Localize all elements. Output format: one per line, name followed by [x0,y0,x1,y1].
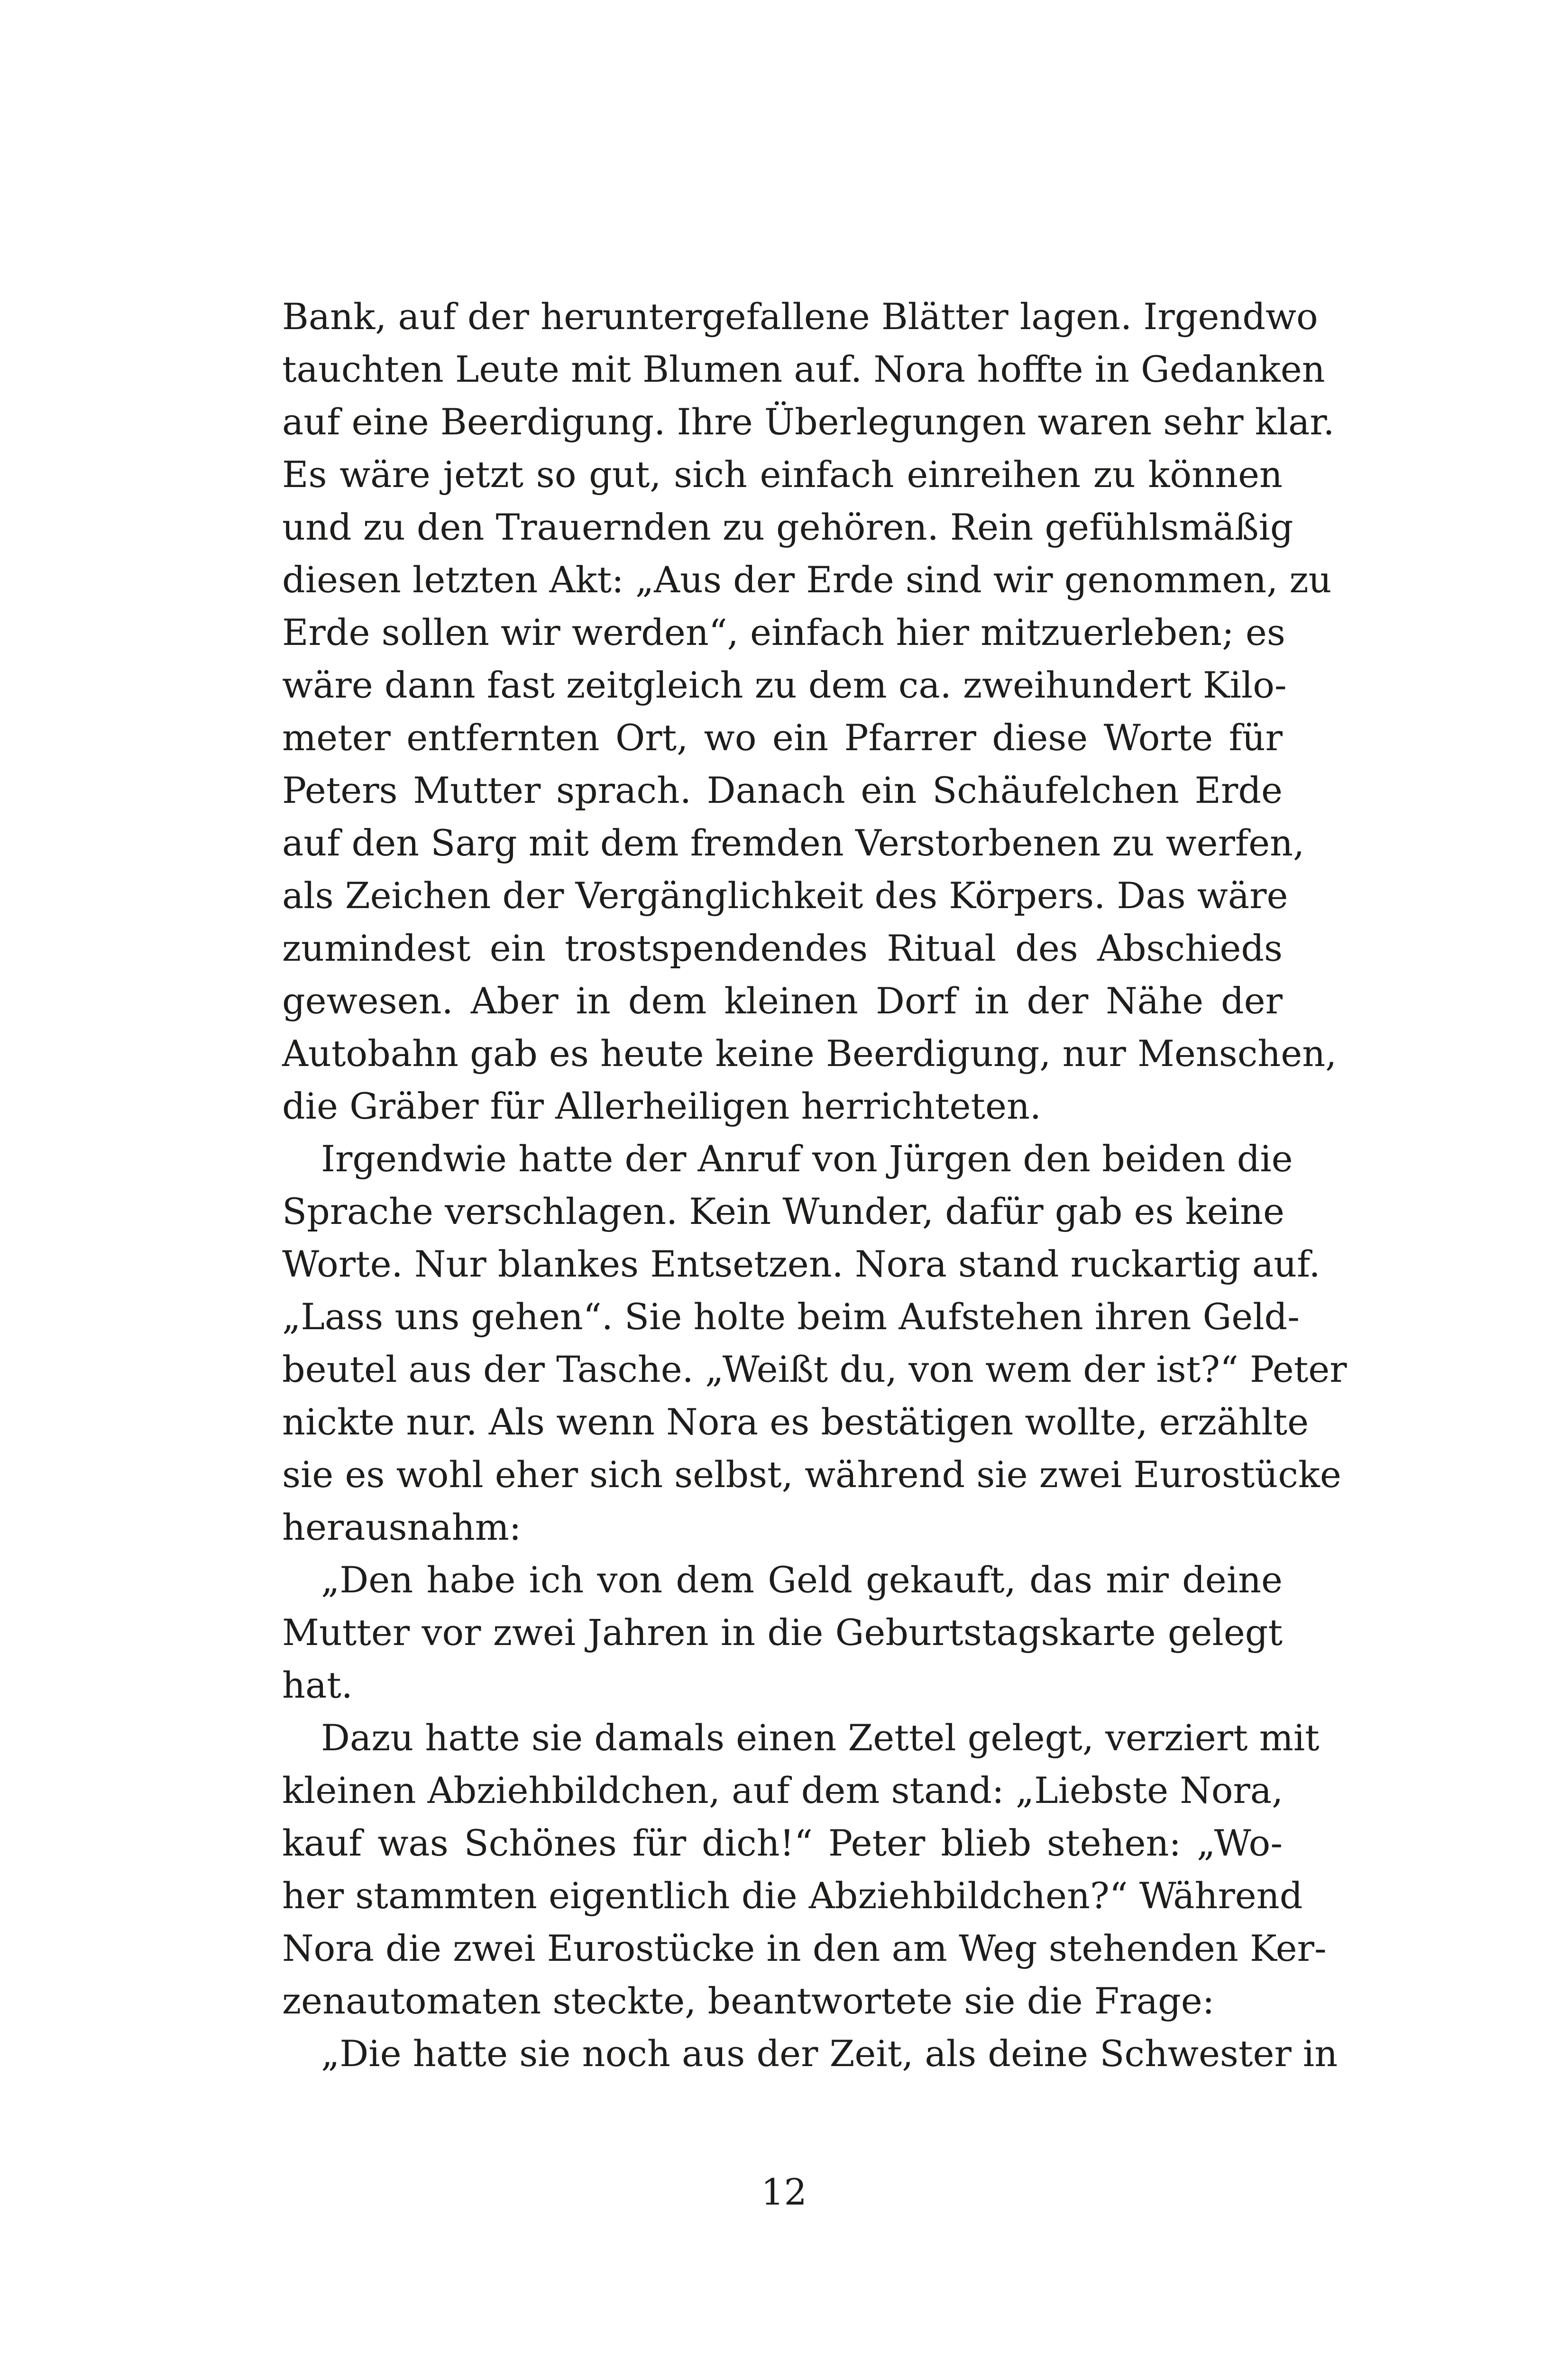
text-line: herausnahm: [282,1506,522,1548]
text-line: Peters Mutter sprach. Danach ein Schäufelchen Erde [282,769,1283,811]
text-line: Worte. Nur blankes Entsetzen. Nora stand ruckartig auf. [282,1243,1320,1285]
text-line: Sprache verschlagen. Kein Wunder, dafür gab es keine [282,1190,1284,1232]
text-line: auf eine Beerdigung. Ihre Überlegungen waren sehr klar. [282,401,1335,443]
text-line: kauf was Schönes für dich!“ Peter blieb stehen: „Wo- [282,1822,1283,1864]
text-line: nickte nur. Als wenn Nora es bestätigen wollte, erzählte [282,1401,1309,1443]
text-line: Bank, auf der heruntergefallene Blätter lagen. Irgendwo [282,295,1318,338]
text-line: her stammten eigentlich die Abziehbildchen?“ Während [282,1875,1303,1917]
text-line: Irgendwie hatte der Anruf von Jürgen den beiden die [321,1138,1293,1180]
text-line: hat. [282,1664,353,1706]
text-line: sie es wohl eher sich selbst, während sie zwei Eurostücke [282,1453,1341,1496]
text-line: Dazu hatte sie damals einen Zettel gelegt, verziert mit [321,1717,1320,1759]
text-line: kleinen Abziehbildchen, auf dem stand: „Liebste Nora, [282,1769,1284,1811]
text-line: Autobahn gab es heute keine Beerdigung, nur Menschen, [282,1032,1337,1075]
body-text [282,290,1347,2080]
text-line: Erde sollen wir werden“, einfach hier mitzuerleben; es [282,611,1285,653]
text-line: Nora die zwei Eurostücke in den am Weg stehenden Ker- [282,1927,1327,1969]
text-line: tauchten Leute mit Blumen auf. Nora hoffte in Gedanken [282,348,1325,390]
text-line: Es wäre jetzt so gut, sich einfach einreihen zu können [282,453,1283,496]
text-line: zenautomaten steckte, beantwortete sie die Frage: [282,1980,1215,2022]
text-line: gewesen. Aber in dem kleinen Dorf in der Nähe der [282,980,1283,1022]
text-line: zumindest ein trostspendendes Ritual des Abschieds [282,927,1283,969]
text-line: Mutter vor zwei Jahren in die Geburtstagskarte gelegt [282,1611,1283,1654]
text-line: die Gräber für Allerheiligen herrichteten. [282,1085,1042,1127]
text-line: „Den habe ich von dem Geld gekauft, das mir deine [321,1559,1283,1601]
text-line: wäre dann fast zeitgleich zu dem ca. zweihundert Kilo- [282,664,1287,706]
text-line: meter entfernten Ort, wo ein Pfarrer diese Worte für [282,717,1283,759]
text-line: „Lass uns gehen“. Sie holte beim Aufstehen ihren Geld- [282,1296,1300,1338]
text-line: auf den Sarg mit dem fremden Verstorbenen zu werfen, [282,822,1305,864]
text-line: als Zeichen der Vergänglichkeit des Körpers. Das wäre [282,874,1288,917]
text-line: beutel aus der Tasche. „Weißt du, von wem der ist?“ Peter [282,1348,1347,1390]
text-line: „Die hatte sie noch aus der Zeit, als deine Schwester in [321,2032,1338,2075]
page-number: 12 [761,2171,807,2213]
text-line: diesen letzten Akt: „Aus der Erde sind wir genommen, zu [282,559,1332,601]
text-line: und zu den Trauernden zu gehören. Rein gefühlsmäßig [282,506,1293,548]
